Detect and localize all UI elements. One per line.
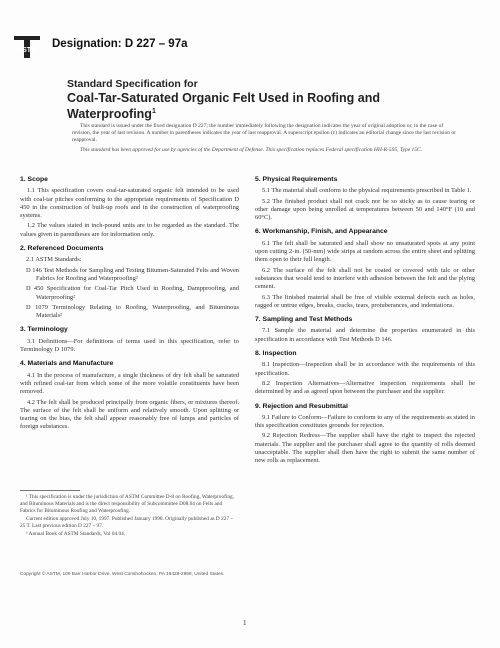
paragraph: 3.1 Definitions—For definitions of terms used in this specification, refer to Terminology D 1079. [20,337,239,354]
paragraph: 6.3 The finished material shall be free of visible external defects such as holes, ragged or untrue edges, breaks, cracks, tears, protuberances, and indentations. [255,293,475,309]
page-number: 1 [243,619,247,627]
paragraph: 1.1 This specification covers coal-tar-saturated organic felt intended to be used with coal-tar pitches conforming to the appropriate requirements of Specification D 450 in the construction of built-up roofs and in the construction of waterproofing systems. [20,187,239,220]
footnote: Current edition approved July 10, 1997. Published January 1998. Originally published as D 227 – 25 T. Last previous edition D 227 – 97. [20,516,233,529]
paragraph: 6.2 The surface of the felt shall not be coated or covered with talc or other substances that would tend to interfere with adhesion between the felt and the plying cement. [255,266,475,291]
section-scope [20,176,239,239]
notice-dod-paragraph: This standard has been approved for use by agencies of the Department of Defense. This specification replaces Federal specification HH-R-595, Type 15C. [80,147,423,153]
paragraph: 4.1 In the process of manufacture, a single thickness of dry felt shall be saturated with refined coal-tar from which some of the more volatile constituents have been removed. [20,371,239,396]
footnote: ¹ This specification is under the jurisdiction of ASTM Committee D-8 on Roofing, Waterproofing, and Bituminous Materials and is the direct responsibility of Subcommittee D08.04 on Felts and Fabrics for Bituminous Roofing and Waterproofing. [20,494,234,514]
section-heading: 1. Scope [20,176,48,183]
paragraph: 9.2 Rejection Redress—The supplier shall have the right to inspect the rejected materials. The supplier and the purchaser shall agree to the quantity of rolls deemed unacceptable. The supplier shall then have the right to submit the same number of new rolls as replacement. [255,432,475,465]
left-column [20,176,239,438]
title-line-2: Coal-Tar-Saturated Organic Felt Used in Roofing and [67,91,380,105]
section-rejection [255,403,475,466]
paragraph: 1.2 The values stated in inch-pound units are to be regarded as the standard. The values given in parentheses are for information only. [20,222,239,238]
title-line-3 [67,105,457,121]
paragraph: 2.1 ASTM Standards: [26,256,82,264]
section-heading: 2. Referenced Documents [20,245,104,253]
right-column [255,176,475,472]
reference-item: D 450 Specification for Coal-Tar Pitch Used in Roofing, Dampproofing, and Waterproofing² [26,285,239,301]
title-line-1: Standard Specification for [67,78,198,90]
footnote-rule [20,490,80,491]
paragraph: 8.1 Inspection—Inspection shall be in accordance with the requirements of this specification. [255,361,475,377]
section-referenced-documents [20,245,239,320]
paragraph: 8.2 Inspection Alternatives—Alternative inspection requirements shall be determined by and as agreed upon between the purchaser and the supplier. [255,379,475,396]
logo-text: ASTM [17,47,37,54]
paragraph: 9.1 Failure to Conform—Failure to conform to any of the requirements as stated in this specification constitutes grounds for rejection. [255,413,475,430]
paragraph: 6.1 The felt shall be saturated and shall show no unsaturated spots at any point upon cutting 2-in. (50-mm) wide strips at random across the entire sheet and splitting them open to their full length. [255,239,475,264]
notice-paragraph: This standard is issued under the fixed designation D 227; the number immediately following the designation indicates the year of original adoption or, in the case of revision, the year of last revision. A number in parentheses indicates the year of last reapproval. A superscript epsilon (ε) indicates an editorial change since the last revision or reapproval. [72,123,456,143]
paragraph: 5.2 The finished product shall not crack nor be so sticky as to cause tearing or other damage upon being unrolled at temperatures between 50 and 140°F (10 and 60°C). [255,197,475,222]
section-sampling [255,316,475,344]
title-line-3-text: Waterproofing [67,107,152,122]
section-heading: 7. Sampling and Test Methods [255,316,353,324]
section-heading: 6. Workmanship, Finish, and Appearance [255,228,388,236]
section-heading: 4. Materials and Manufacture [20,360,114,368]
section-heading: 9. Rejection and Resubmittal [255,402,348,410]
section-heading: 8. Inspection [255,350,297,358]
paragraph: 5.1 The material shall conform to the physical requirements prescribed in Table 1. [262,187,472,195]
designation: Designation: D 227 – 97a [52,38,188,50]
paragraph: 7.1 Sample the material and determine the properties enumerated in this specification in accordance with Test Methods D 146. [255,327,475,343]
title-block [67,78,457,121]
reference-item: D 146 Test Methods for Sampling and Testing Bitumen-Saturated Felts and Woven Fabrics for Roofing and Waterproofing² [26,266,239,282]
reference-item: D 1079 Terminology Relating to Roofing, Waterproofing, and Bituminous Materials² [26,303,239,320]
section-terminology [20,326,239,354]
section-workmanship [255,228,475,310]
astm-logo [10,32,44,62]
section-heading: 3. Terminology [20,326,68,334]
section-inspection [255,350,475,396]
footnotes [20,490,239,539]
section-materials [20,360,239,431]
footnote: ² Annual Book of ASTM Standards, Vol 04.04. [26,531,126,537]
copyright-line: Copyright © ASTM, 100 Barr Harbor Drive, West Conshohocken, PA 19428-2959, United States. [20,572,225,577]
notice-block [72,123,460,157]
title-footnote-mark: 1 [151,108,156,115]
section-physical-requirements [255,176,475,222]
section-heading: 5. Physical Requirements [255,176,338,183]
paragraph: 4.2 The felt shall be produced principally from organic fibers, or mixtures thereof. The surface of the felt shall be uniform and relatively smooth. Upon splitting or tearing on the bias, the felt shall appear reasonably free of lumps and particles of foreign substances. [20,398,239,431]
